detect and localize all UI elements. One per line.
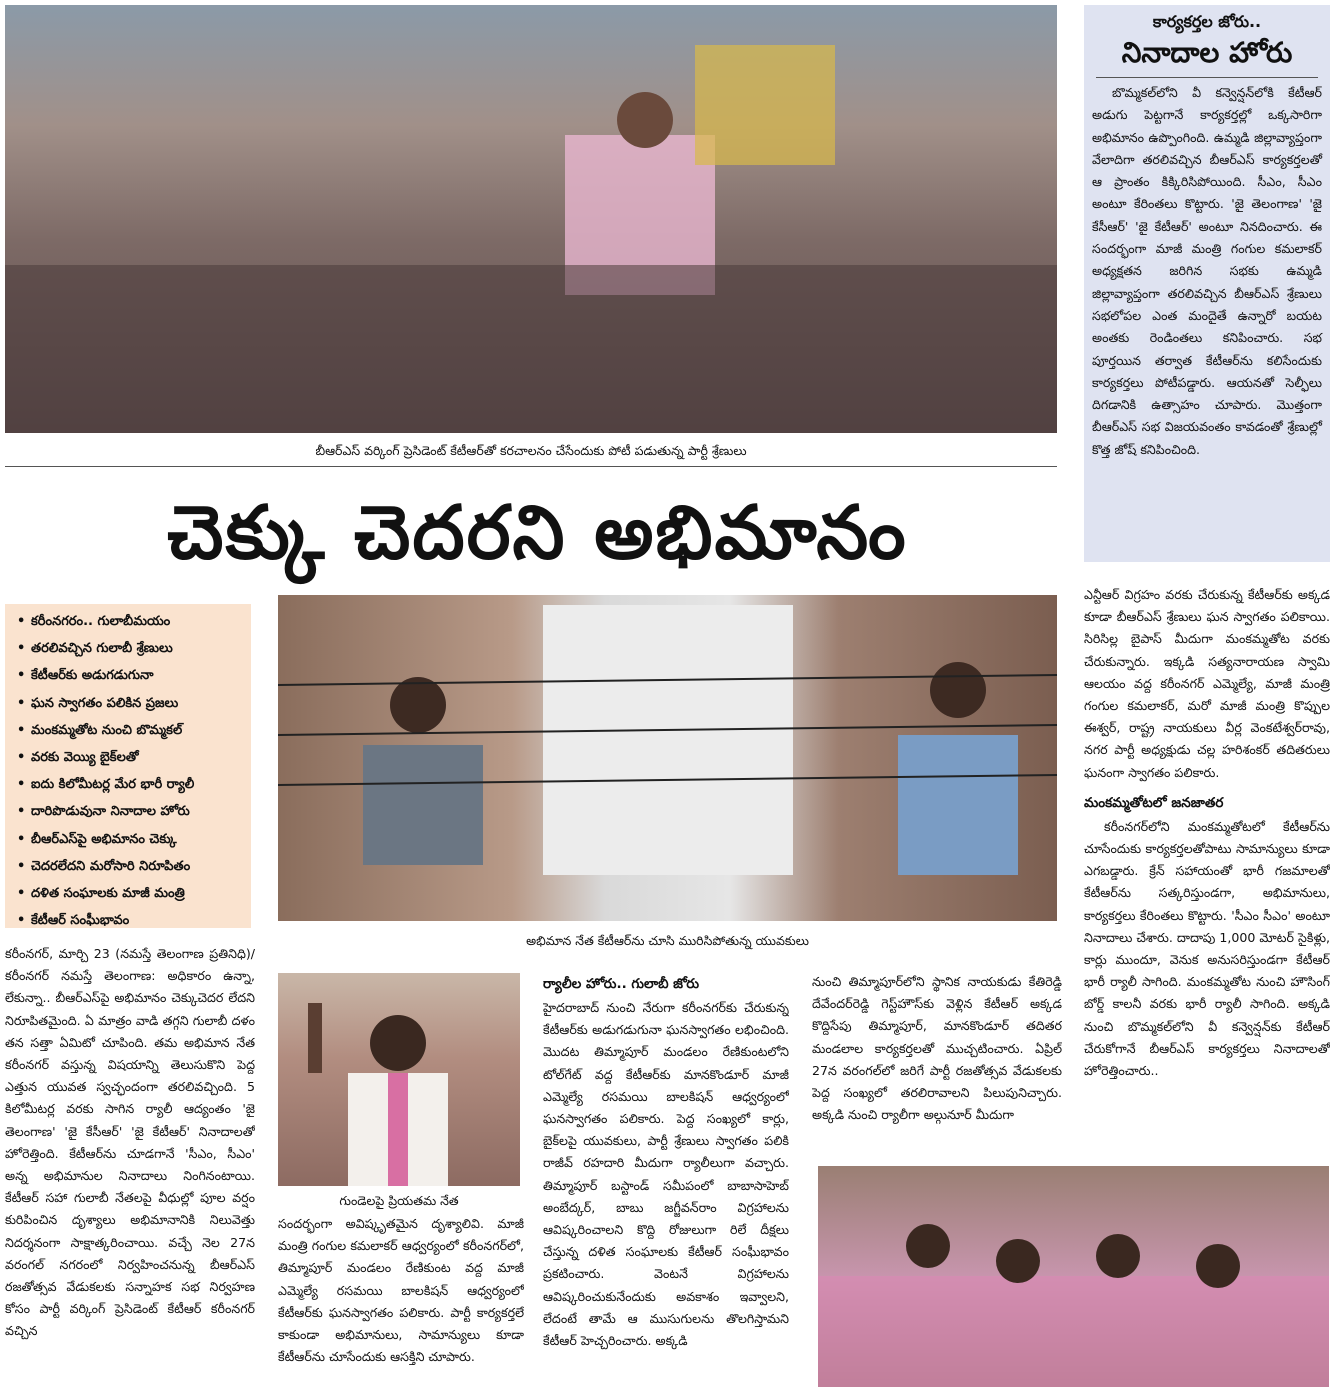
highlight-item: • చెదరలేదని మరోసారి నిరూపితం bbox=[17, 853, 243, 880]
highlight-item: • బీఆర్‌ఎస్‌పై అభిమానం చెక్కు bbox=[17, 826, 243, 853]
article-text: ఎన్టీఆర్ విగ్రహం వరకు చేరుకున్న కేటీఆర్‌కు అక్కడ కూడా బీఆర్‌ఎస్ శ్రేణులు ఘన స్వాగతం పలికాయి. సిరిసిల్ల బైపాస్ మీదుగా మంకమ్మతోట వరకు చేరుకున్నారు. ఇక్కడి సత్యనారాయణ స్వామి ఆలయం వద్ద కరీంనగర్ ఎమ్మెల్యే, మాజీ మంత్రి గంగుల కమలాకర్, మరో మాజీ మంత్రి కొప్పుల ఈశ్వర్, రాష్ట్ర నాయకులు వీర్ల వెంకటేశ్వర్‌రావు, నగర పార్టీ అధ్యక్షుడు చల్ల హరిశంకర్ తదితరులు ఘనంగా స్వాగతం పలికారు. bbox=[1084, 587, 1330, 780]
highlight-item: • ఐదు కిలోమీటర్ల మేర భారీ ర్యాలీ bbox=[17, 771, 243, 798]
mid-photo-caption: అభిమాన నేత కేటీఆర్‌ను చూసి మురిసిపోతున్న యువకులు bbox=[526, 933, 809, 948]
leader-photo bbox=[278, 973, 520, 1186]
column-subheading: ర్యాలీల హోరు.. గులాబీ జోరు bbox=[543, 976, 700, 992]
top-photo-caption: బీఆర్‌ఎస్ వర్కింగ్ ప్రెసిడెంట్ కేటీఆర్‌తో కరచాలనం చేసేందుకు పోటీ పడుతున్న పార్టీ శ్రేణులు bbox=[315, 443, 747, 458]
highlight-item: • మంకమ్మతోట నుంచి బొమ్మకల్ bbox=[17, 717, 243, 744]
highlight-item: • తరలివచ్చిన గులాబీ శ్రేణులు bbox=[17, 635, 243, 662]
column-subheading: మంకమ్మతోటలో జనజాతర bbox=[1084, 794, 1224, 811]
divider bbox=[5, 466, 1057, 467]
article-column-3 bbox=[543, 971, 789, 1388]
highlight-item: • కేటీఆర్‌కు అడుగడుగునా bbox=[17, 662, 243, 689]
highlights-box bbox=[5, 604, 251, 928]
highlight-item: • వరకు వెయ్యి బైక్‌లతో bbox=[17, 744, 243, 771]
article-text: సందర్భంగా అవిష్కృతమైన దృశ్యాలివి. మాజీ మంత్రి గంగుల కమలాకర్ ఆధ్వర్యంలో కరీంనగర్‌లో, తిమ్మాపూర్ మండలం రేణికుంట వద్ద మాజీ ఎమ్మెల్యే రసమయి బాలకిషన్ ఆధ్వర్యంలో కేటీఆర్‌కు ఘనస్వాగతం పలికారు. పార్టీ కార్యకర్తలే కాకుండా అభిమానులు, సామాన్యులు కూడా కేటీఆర్‌ను చూసేందుకు ఆసక్తిని చూపారు. bbox=[278, 1216, 524, 1365]
window-illustration bbox=[278, 595, 1057, 921]
leader-photo-caption: గుండెలపై ప్రియతమ నేత bbox=[339, 1193, 459, 1208]
youth-window-photo bbox=[278, 595, 1057, 921]
sidebar-divider bbox=[1096, 77, 1318, 78]
article-column-2 bbox=[278, 1213, 524, 1388]
rally-crowd-photo bbox=[5, 5, 1057, 433]
article-text: కరీంనగర్‌లోని మంకమ్మతోటలో కేటీఆర్‌ను చూసేందుకు కార్యకర్తలతోపాటు సామాన్యులు కూడా ఎగబడ్డారు. క్రేన్ సహాయంతో భారీ గజమాలతో కేటీఆర్‌ను సత్కరిస్తుండగా, అభిమానులు, కార్యకర్తలు కేరింతలు కొట్టారు. 'సీఎం సీఎం' అంటూ నినాదాలు చేశారు. దాదాపు 1,000 మోటర్ సైకిళ్లు, కార్లు ముందూ, వెనుక అనుసరిస్తుండగా కేటీఆర్ భారీ ర్యాలీ సాగింది. మంకమ్మతోట నుంచి హౌసింగ్ బోర్డ్ కాలనీ వరకు భారీ ర్యాలీ సాగింది. అక్కడి నుంచి బొమ్మకల్‌లోని వీ కన్వెన్షన్‌కు కేటీఆర్ చేరుకోగానే బీఆర్‌ఎస్ కార్యకర్తలు నినాదాలతో హోరెత్తించారు.. bbox=[1084, 818, 1330, 1079]
highlight-item: • ఘన స్వాగతం పలికిన ప్రజలు bbox=[17, 690, 243, 717]
article-column-5 bbox=[1084, 584, 1330, 1164]
article-text: నుంచి తిమ్మాపూర్‌లోని స్థానిక నాయకుడు కేతిరెడ్డి దేవేందర్‌రెడ్డి గెస్ట్‌హౌస్‌కు వెళ్లిన కేటీఆర్ అక్కడ కొద్దిసేపు తిమ్మాపూర్, మానకొండూర్ తదితర మండలాల కార్యకర్తలతో ముచ్చటించారు. ఏప్రిల్ 27న వరంగల్‌లో జరిగే పార్టీ రజతోత్సవ వేడుకలకు పెద్ద సంఖ్యలో తరలిరావాలని పిలుపునిచ్చారు. అక్కడి నుంచి ర్యాలీగా అల్గునూర్ మీదుగా bbox=[812, 974, 1062, 1123]
sidebar-kicker: కార్యకర్తల జోరు.. bbox=[1152, 12, 1262, 31]
article-text: కరీంనగర్, మార్చి 23 (నమస్తే తెలంగాణ ప్రతినిధి)/కరీంనగర్ నమస్తే తెలంగాణ: అధికారం ఉన్నా, లేకున్నా.. బీఆర్‌ఎస్‌పై అభిమానం చెక్కుచెదర లేదని నిరూపితమైంది. ఏ మాత్రం వాడి తగ్గని గులాబీ దళం తన సత్తా ఏమిటో చూపింది. తమ అభిమాన నేత కరీంనగర్ వస్తున్న విషయాన్ని తెలుసుకొని పెద్ద ఎత్తున యువత స్వచ్ఛందంగా తరలివచ్చింది. 5 కిలోమీటర్ల వరకు సాగిన ర్యాలీ ఆద్యంతం 'జై తెలంగాణ' 'జై కేసీఆర్' 'జై కేటీఆర్' నినాదాలతో హోరెత్తింది. కేటీఆర్‌ను చూడగానే 'సీఎం, సీఎం' అన్న అభిమానుల నినాదాలు నింగినంటాయి. కేటీఆర్ సహా గులాబీ నేతలపై వీధుల్లో పూల వర్షం కురిపించిన దృశ్యాలు అభిమానానికి నిలువెత్తు నిదర్శనంగా సాక్షాత్కరించాయి. వచ్చే నెల 27న వరంగల్ నగరంలో నిర్వహించనున్న బీఆర్‌ఎస్ రజతోత్సవ వేడుకలకు సన్నాహక సభ నిర్వహణ కోసం పార్టీ వర్కింగ్ ప్రెసిడెంట్ కేటీఆర్ కరీంనగర్ వచ్చిన bbox=[5, 946, 255, 1339]
sidebar-text: బొమ్మకల్‌లోని వీ కన్వెన్షన్‌లోకి కేటీఆర్ అడుగు పెట్టగానే కార్యకర్తల్లో ఒక్కసారిగా అభిమానం ఉప్పొంగింది. ఉమ్మడి జిల్లావ్యాప్తంగా వేలాదిగా తరలివచ్చిన బీఆర్‌ఎస్ కార్యకర్తలతో ఆ ప్రాంతం కిక్కిరిసిపోయింది. సీఎం, సీఎం అంటూ కేరింతలు కొట్టారు. 'జై తెలంగాణ' 'జై కేసీఆర్' 'జై కేటీఆర్' అంటూ నినదించారు. ఈ సందర్భంగా మాజీ మంత్రి గంగుల కమలాకర్ అధ్యక్షతన జరిగిన సభకు ఉమ్మడి జిల్లావ్యాప్తంగా తరలివచ్చిన బీఆర్‌ఎస్ శ్రేణులు సభలోపల ఎంత మందైతే ఉన్నారో బయట అంతకు రెండింతలు కనిపించారు. సభ పూర్తయిన తర్వాత కేటీఆర్‌ను కలిసేందుకు కార్యకర్తలు పోటీపడ్డారు. ఆయనతో సెల్ఫీలు దిగడానికి ఉత్సాహం చూపారు. మొత్తంగా బీఆర్‌ఎస్ సభ విజయవంతం కావడంతో శ్రేణుల్లో కొత్త జోష్ కనిపించింది. bbox=[1092, 85, 1322, 457]
women-crowd-photo bbox=[818, 1166, 1329, 1387]
headline: చెక్కు చెదరని అభిమానం bbox=[167, 490, 908, 576]
highlight-item: • దారిపొడువునా నినాదాల హోరు bbox=[17, 798, 243, 825]
highlight-item: • కేటీఆర్ సంఘీభావం bbox=[17, 907, 243, 934]
article-column-4 bbox=[812, 971, 1062, 1164]
highlights-list bbox=[17, 608, 243, 934]
leader-illustration bbox=[278, 973, 520, 1186]
highlight-item: • కరీంనగరం.. గులాబీమయం bbox=[17, 608, 243, 635]
crowd-illustration bbox=[5, 5, 1057, 433]
article-column-1 bbox=[5, 943, 255, 1388]
sidebar-box bbox=[1084, 5, 1330, 562]
sidebar-title: నినాదాల హోరు bbox=[1121, 36, 1293, 69]
article-text: హైదరాబాద్ నుంచి నేరుగా కరీంనగర్‌కు చేరుకున్న కేటీఆర్‌కు అడుగడుగునా ఘనస్వాగతం లభించింది. మొదట తిమ్మాపూర్ మండలం రేణికుంటలోని టోల్‌గేట్ వద్ద కేటీఆర్‌కు మానకొండూర్ మాజీ ఎమ్మెల్యే రసమయి బాలకిషన్ ఆధ్వర్యంలో ఘనస్వాగతం పలికారు. పెద్ద సంఖ్యలో కార్లు, బైక్‌లపై యువకులు, పార్టీ శ్రేణులు స్వాగతం పలికి రాజీవ్ రహదారి మీదుగా ర్యాలీలుగా వచ్చారు. తిమ్మాపూర్ బస్టాండ్ సమీపంలో బాబాసాహెబ్ అంబేద్కర్, బాబు జగ్జీవన్‌రాం విగ్రహాలను ఆవిష్కరించాలని కొద్ది రోజులుగా రిలే దీక్షలు చేస్తున్న దళిత సంఘాలకు కేటీఆర్ సంఘీభావం ప్రకటించారు. వెంటనే విగ్రహాలను ఆవిష్కరించుకునేందుకు అవకాశం ఇవ్వాలని, లేదంటే తామే ఆ ముసుగులను తొలగిస్తామని కేటీఆర్ హెచ్చరించారు. అక్కడి bbox=[543, 1000, 789, 1349]
highlight-item: • దళిత సంఘాలకు మాజీ మంత్రి bbox=[17, 880, 243, 907]
women-crowd-illustration bbox=[818, 1166, 1329, 1387]
